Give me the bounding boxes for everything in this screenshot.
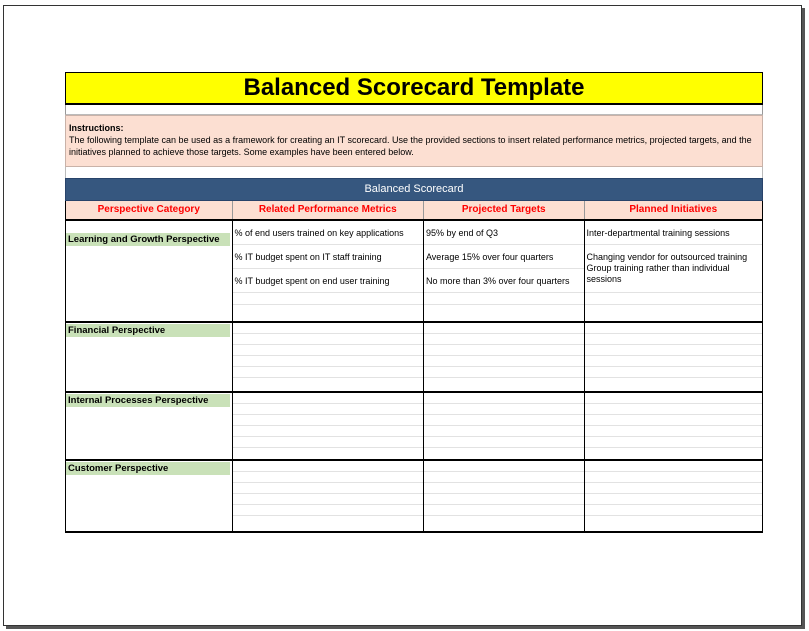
empty-cell[interactable] — [233, 483, 423, 494]
page-title: Balanced Scorecard Template — [65, 72, 763, 105]
column-header-targets: Projected Targets — [424, 201, 585, 219]
empty-cell[interactable] — [585, 461, 762, 472]
empty-cell[interactable] — [424, 293, 584, 305]
empty-cell[interactable] — [585, 293, 762, 305]
empty-cell[interactable] — [424, 345, 584, 356]
empty-cell[interactable] — [424, 323, 584, 334]
initiatives-column — [585, 221, 762, 321]
empty-cell[interactable] — [233, 461, 423, 472]
empty-cell[interactable] — [233, 345, 423, 356]
metric-cell[interactable]: % IT budget spent on IT staff training — [233, 245, 423, 269]
empty-cell[interactable] — [233, 378, 423, 389]
targets-column — [424, 393, 585, 459]
initiatives-column — [585, 393, 762, 459]
empty-cell[interactable] — [424, 415, 584, 426]
empty-cell[interactable] — [233, 404, 423, 415]
category-cell — [66, 393, 233, 459]
metrics-column — [233, 221, 424, 321]
column-header-perspective: Perspective Category — [66, 201, 233, 219]
empty-cell[interactable] — [424, 483, 584, 494]
category-label: Customer Perspective — [66, 462, 230, 475]
empty-cell[interactable] — [424, 505, 584, 516]
spreadsheet — [65, 72, 763, 533]
empty-cell[interactable] — [233, 426, 423, 437]
empty-cell[interactable] — [585, 426, 762, 437]
metrics-column — [233, 461, 424, 531]
empty-cell[interactable] — [233, 415, 423, 426]
initiatives-column — [585, 461, 762, 531]
section-customer — [65, 461, 763, 533]
column-headers — [65, 201, 763, 221]
empty-cell[interactable] — [424, 516, 584, 527]
empty-cell[interactable] — [585, 305, 762, 317]
metric-cell[interactable]: % of end users trained on key applications — [233, 221, 423, 245]
initiatives-column — [585, 323, 762, 391]
empty-cell[interactable] — [233, 448, 423, 459]
empty-cell[interactable] — [233, 472, 423, 483]
empty-cell[interactable] — [233, 494, 423, 505]
target-cell[interactable]: No more than 3% over four quarters — [424, 269, 584, 293]
page — [3, 5, 802, 626]
empty-cell[interactable] — [585, 334, 762, 345]
empty-cell[interactable] — [585, 516, 762, 527]
empty-cell[interactable] — [233, 293, 423, 305]
empty-cell[interactable] — [585, 483, 762, 494]
metrics-column — [233, 393, 424, 459]
empty-cell[interactable] — [233, 516, 423, 527]
empty-cell[interactable] — [585, 494, 762, 505]
empty-cell[interactable] — [424, 356, 584, 367]
section-financial — [65, 323, 763, 393]
column-header-initiatives: Planned Initiatives — [585, 201, 762, 219]
empty-cell[interactable] — [585, 448, 762, 459]
empty-cell[interactable] — [424, 448, 584, 459]
empty-cell[interactable] — [424, 367, 584, 378]
instructions-heading: Instructions: — [69, 123, 124, 133]
empty-cell[interactable] — [424, 404, 584, 415]
section-internal-processes — [65, 393, 763, 461]
spacer-row — [65, 167, 763, 178]
empty-cell[interactable] — [424, 305, 584, 317]
metric-cell[interactable]: % IT budget spent on end user training — [233, 269, 423, 293]
empty-cell[interactable] — [585, 345, 762, 356]
empty-cell[interactable] — [424, 426, 584, 437]
section-learning-growth — [65, 221, 763, 323]
empty-cell[interactable] — [585, 437, 762, 448]
instructions-text: The following template can be used as a framework for creating an IT scorecard. Use the provided sections to insert related performance metrics, projected targets, and the initiatives planned to achieve those targets. Some examples have been entered below. — [69, 135, 752, 157]
empty-cell[interactable] — [424, 461, 584, 472]
empty-cell[interactable] — [424, 334, 584, 345]
category-label: Financial Perspective — [66, 324, 230, 337]
spacer-row — [65, 105, 763, 115]
empty-cell[interactable] — [233, 334, 423, 345]
empty-cell[interactable] — [233, 393, 423, 404]
empty-cell[interactable] — [233, 367, 423, 378]
empty-cell[interactable] — [233, 323, 423, 334]
empty-cell[interactable] — [585, 393, 762, 404]
empty-cell[interactable] — [585, 356, 762, 367]
column-header-metrics: Related Performance Metrics — [233, 201, 424, 219]
targets-column — [424, 323, 585, 391]
empty-cell[interactable] — [233, 356, 423, 367]
empty-cell[interactable] — [424, 378, 584, 389]
empty-cell[interactable] — [585, 415, 762, 426]
targets-column — [424, 461, 585, 531]
target-cell[interactable]: Average 15% over four quarters — [424, 245, 584, 269]
initiative-cell[interactable]: Changing vendor for outsourced training — [586, 252, 748, 262]
empty-cell[interactable] — [585, 367, 762, 378]
target-cell[interactable]: 95% by end of Q3 — [424, 221, 584, 245]
targets-column — [424, 221, 585, 321]
empty-cell[interactable] — [233, 437, 423, 448]
empty-cell[interactable] — [424, 472, 584, 483]
initiative-cell[interactable]: Group training rather than individual sessions — [585, 263, 762, 293]
category-cell — [66, 461, 233, 531]
empty-cell[interactable] — [585, 472, 762, 483]
empty-cell[interactable] — [424, 437, 584, 448]
empty-cell[interactable] — [233, 305, 423, 317]
metrics-column — [233, 323, 424, 391]
empty-cell[interactable] — [585, 505, 762, 516]
empty-cell[interactable] — [233, 505, 423, 516]
empty-cell[interactable] — [424, 494, 584, 505]
instructions-block — [65, 115, 763, 167]
empty-cell[interactable] — [585, 323, 762, 334]
table-title: Balanced Scorecard — [65, 178, 763, 201]
empty-cell[interactable] — [585, 378, 762, 389]
empty-cell[interactable] — [424, 393, 584, 404]
category-label: Internal Processes Perspective — [66, 394, 230, 407]
category-label: Learning and Growth Perspective — [66, 233, 230, 246]
empty-cell[interactable] — [585, 404, 762, 415]
category-cell — [66, 323, 233, 391]
initiative-cell[interactable]: Inter-departmental training sessions — [585, 221, 762, 245]
category-cell — [66, 221, 233, 321]
